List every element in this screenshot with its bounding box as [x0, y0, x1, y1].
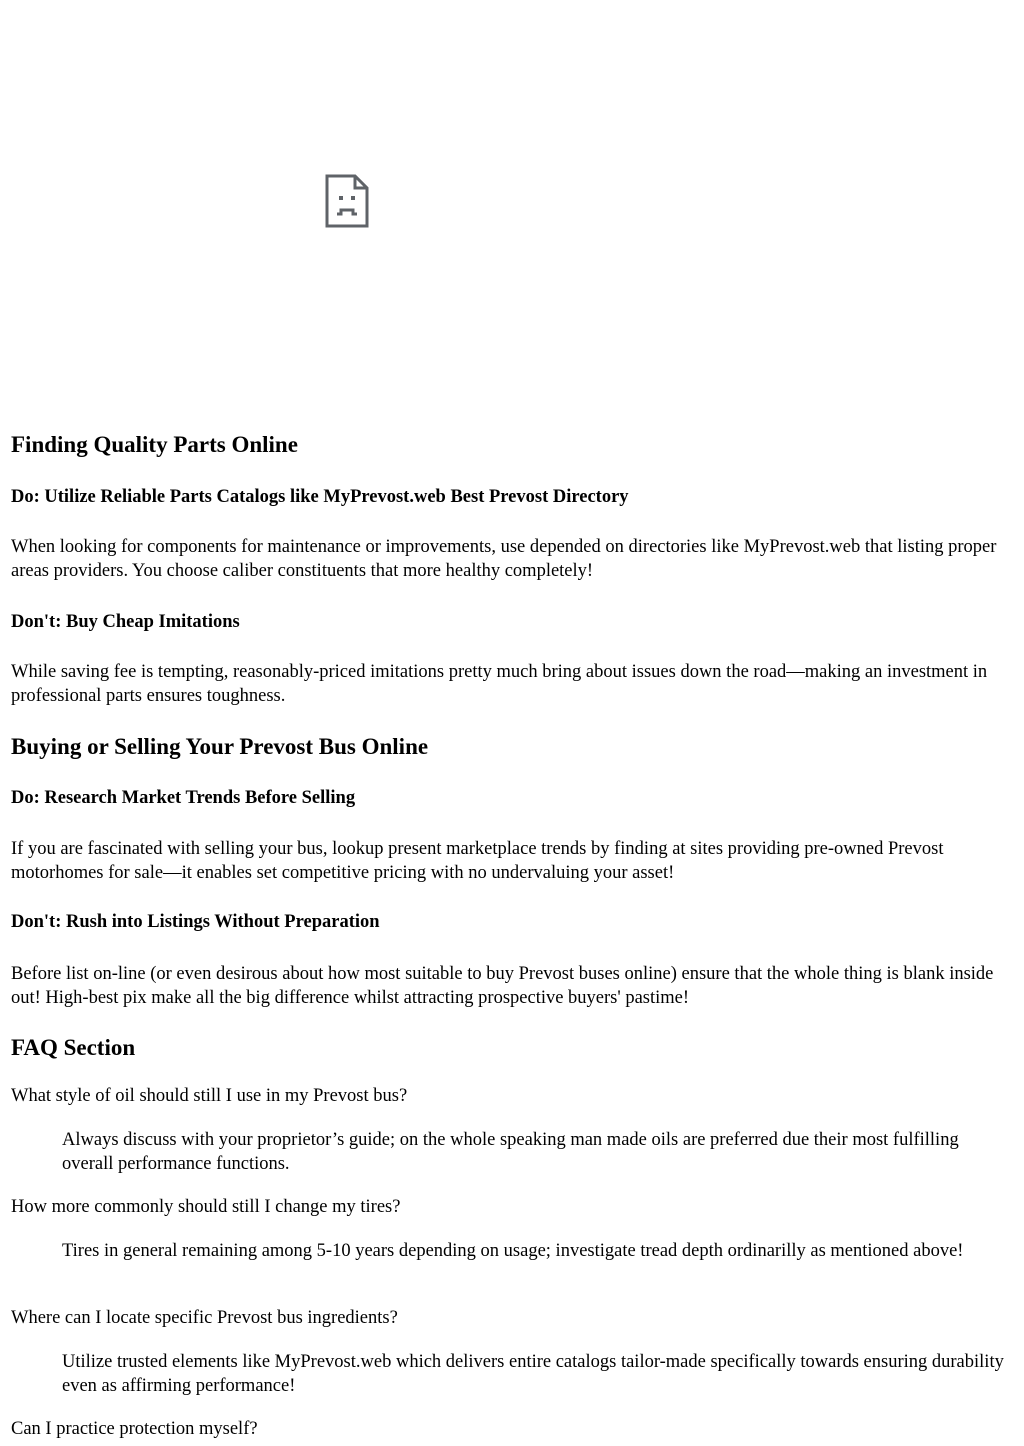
buying-do-text: If you are fascinated with selling your bus, lookup present marketplace trends by finding at sites providing pre-owned Prevost motorhomes for sale—it enables set competitive pricing with no undervaluing your asset! [11, 839, 944, 883]
buying-do-heading: Do: Research Market Trends Before Selling [11, 788, 356, 808]
faq-answer: Tires in general remaining among 5-10 years depending on usage; investigate tread depth ordinarilly as mentioned above! [62, 1241, 964, 1261]
buying-dont-text: Before list on-line (or even desirous about how most suitable to buy Prevost buses online) ensure that the whole thing is blank inside out! High-best pix make all the big difference whilst attracting prospective buyers' pastime! [11, 964, 994, 1008]
faq-question: What style of oil should still I use in my Prevost bus? [11, 1086, 408, 1106]
section-title-buying: Buying or Selling Your Prevost Bus Online [11, 734, 429, 759]
faq-question: How more commonly should still I change my tires? [11, 1197, 401, 1217]
buying-dont-heading: Don't: Rush into Listings Without Preparation [11, 912, 380, 932]
faq-answer: Utilize trusted elements like MyPrevost.web which delivers entire catalogs tailor-made specifically towards ensuring durability even as affirming performance! [62, 1352, 1004, 1396]
parts-dont-heading: Don't: Buy Cheap Imitations [11, 612, 240, 632]
parts-do-heading: Do: Utilize Reliable Parts Catalogs like MyPrevost.web Best Prevost Directory [11, 487, 629, 507]
section-title-parts: Finding Quality Parts Online [11, 432, 298, 457]
broken-image-icon [325, 174, 369, 228]
faq-question: Can I practice protection myself? [11, 1419, 258, 1439]
parts-dont-text: While saving fee is tempting, reasonably-priced imitations pretty much bring about issues down the road—making an investment in professional parts ensures toughness. [11, 662, 988, 706]
faq-answer: Always discuss with your proprietor’s guide; on the whole speaking man made oils are preferred due their most fulfilling overall performance functions. [62, 1130, 959, 1174]
parts-do-text: When looking for components for maintenance or improvements, use depended on directories like MyPrevost.web that listing proper areas providers. You choose caliber constituents that more healthy completely! [11, 537, 997, 581]
section-title-faq: FAQ Section [11, 1035, 136, 1060]
faq-question: Where can I locate specific Prevost bus ingredients? [11, 1308, 398, 1328]
